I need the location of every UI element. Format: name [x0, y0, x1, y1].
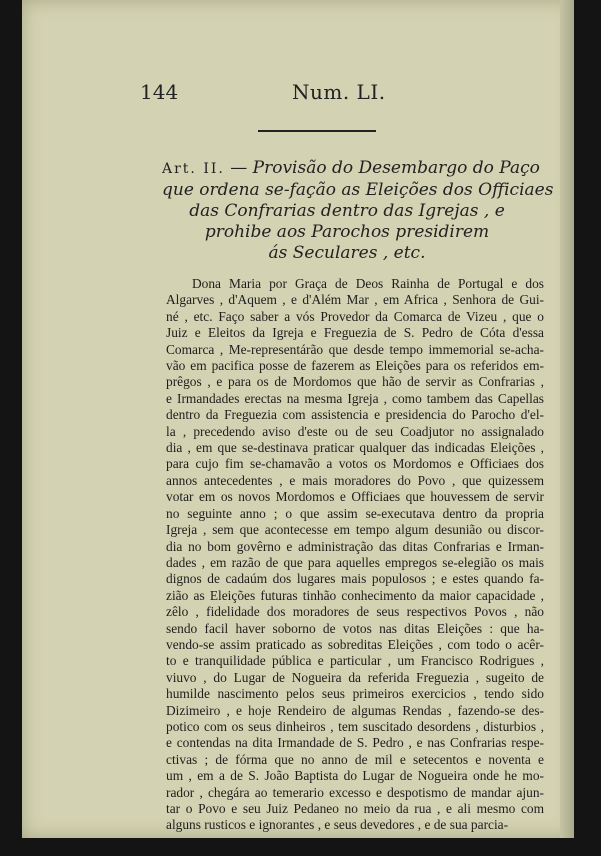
body-line: prêgos , e para os de Mordomos que hão de servir as Confrarias ,: [166, 374, 544, 390]
body-line: Igreja , sem que acontecesse em tempo algum desunião ou discor-: [166, 522, 544, 538]
page-header: [140, 80, 390, 106]
body-line: Dizimeiro , e hoje Rendeiro de algumas Rendas , fazendo-se des-: [166, 702, 544, 718]
body-line: Dona Maria por Graça de Deos Rainha de Portugal e dos: [192, 276, 544, 291]
body-line: Algarves , d'Aquem , e d'Além Mar , em Africa , Senhora de Gui-: [166, 292, 544, 308]
body-line: dentro da Freguezia com assistencia e presidencia do Parocho d'el-: [166, 407, 544, 423]
body-line: vão em pacifica posse de fazerem as Eleições para os referidos em-: [166, 358, 544, 374]
page-gutter: [560, 0, 574, 838]
page-number: 144: [140, 80, 179, 104]
body-line: sendo facil haver soborno de votos nas ditas Eleições : que ha-: [166, 620, 544, 636]
article-title-line-5: ás Seculares , etc.: [268, 243, 426, 263]
body-line: dignos de cadaúm dos lugares mais populosos ; e estes quando fa-: [166, 571, 544, 587]
body-line: para cujo fim se-chamavão a votos os Mordomos e Officiaes dos: [166, 456, 544, 472]
body-line: humilde nascimento pelos seus primeiros exercicios , tendo sido: [166, 686, 544, 702]
body-line: dia no bom govêrno e administração das ditas Confrarias e Irman-: [166, 538, 544, 554]
body-line: um , em a de S. João Baptista do Lugar de Nogueira onde he mo-: [166, 768, 544, 784]
body-line: Comarca , Me-representárão que desde tempo immemorial se-acha-: [166, 341, 544, 357]
body-line: alguns rusticos e ignorantes , e seus devedores , e de sua parcia-: [166, 817, 509, 833]
body-line: no seguinte anno ; o que assim se-executava dentro da propria: [166, 505, 544, 521]
body-line: annos antecedentes , e mais moradores do Povo , que quizessem: [166, 472, 544, 488]
body-line: viuvo , do Lugar de Nogueira da referida Freguezia , sugeito de: [166, 669, 544, 685]
body-line: potico com os seus dinheiros , tem suscitado desordens , disturbios ,: [166, 718, 544, 734]
article-title-line-3: das Confrarias dentro das Igrejas , e: [189, 201, 505, 221]
section-rule: [258, 130, 376, 132]
article-title: [162, 158, 554, 264]
body-line: rador , chegára ao temerario excesso e despotismo de mandar ajun-: [166, 784, 544, 800]
body-line: zião as Eleições futuras tinhão conhecimento da maior capacidade ,: [166, 587, 544, 603]
book-page: [22, 0, 574, 838]
body-line: vendo-se assim praticado as sobreditas Eleições , com todo o acêr-: [166, 636, 544, 652]
article-title-line-2: que ordena se-fação as Eleições dos Officiaes: [162, 180, 554, 200]
body-line: la , precedendo aviso d'este ou de seu Coadjutor no assignalado: [166, 423, 544, 439]
body-line: tar o Povo e seu Juiz Pedaneo no meio da rua , e ali mesmo com: [166, 801, 544, 816]
body-line: zêlo , fidelidade dos moradores de seus respectivos Povos , não: [166, 604, 544, 620]
article-title-line-1: Art. II. — Provisão do Desembargo do Paço: [162, 158, 540, 178]
body-line: Juiz e Eleitos da Igreja e Freguezia de S. Pedro de Cóta d'essa: [166, 325, 544, 341]
body-line: votar em os novos Mordomos e Officiaes que houvessem de servir: [166, 489, 544, 505]
body-line: e Irmandades erectas na mesma Igreja , como tambem das Capellas: [166, 390, 544, 406]
running-title: Num. LI.: [292, 80, 386, 104]
body-line: dades , em razão de que para aquelles empregos se-elegião os mais: [166, 554, 544, 570]
body-line: né , etc. Faço saber a vós Provedor da Comarca de Vizeu , que o: [166, 308, 544, 324]
body-line: ctivas ; de fórma que no anno de mil e setecentos e noventa e: [166, 751, 544, 767]
body-line: dia , em que se-destinava praticar qualquer das indicadas Eleições ,: [166, 440, 544, 456]
article-title-line-4: prohibe aos Parochos presidirem: [204, 222, 490, 242]
body-paragraph: [166, 276, 544, 834]
body-line: to e tranquilidade pública e particular , um Francisco Rodrigues ,: [166, 653, 544, 669]
body-line: e contendas na dita Irmandade de S. Pedro , e nas Confrarias respe-: [166, 735, 544, 751]
article-label: Art. II.: [162, 161, 225, 177]
